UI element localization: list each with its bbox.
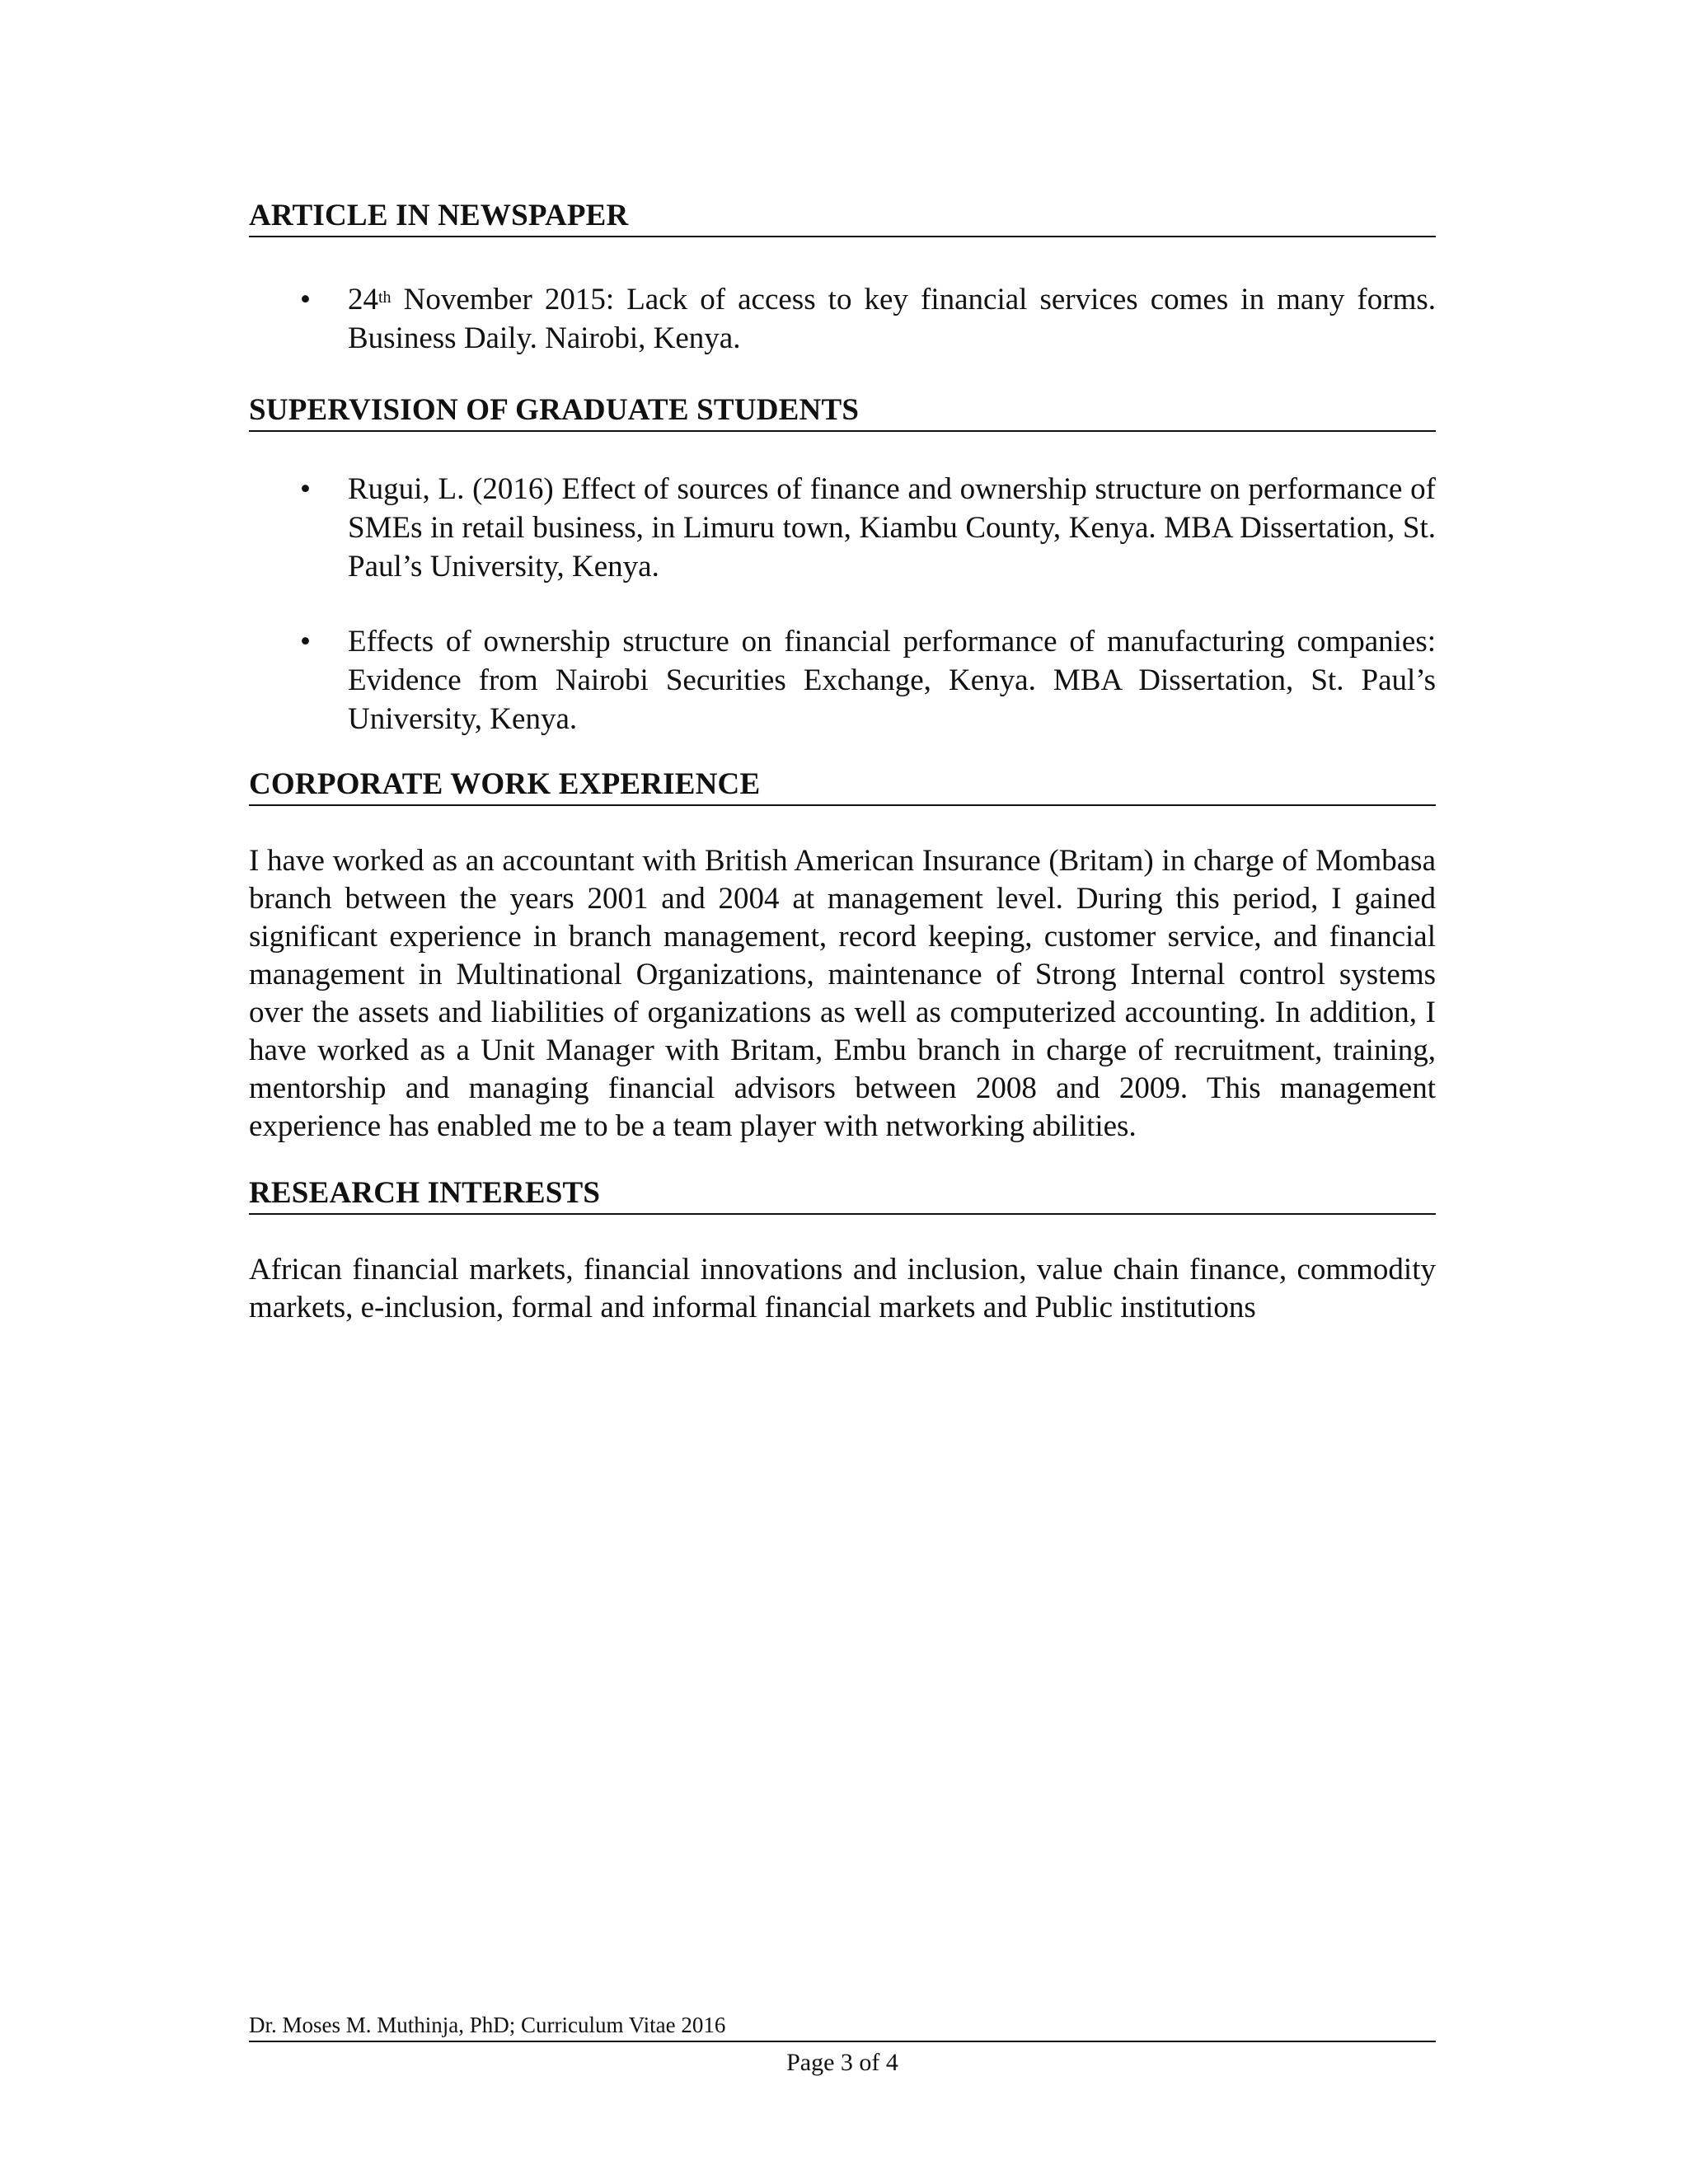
- list-item: [249, 280, 1436, 358]
- list-item: [249, 622, 1436, 738]
- supervision-item-text: Rugui, L. (2016) Effect of sources of finance and ownership structure on performance of SMEs in retail business, in Limuru town, Kiambu County, Kenya. MBA Dissertation, St. Paul’s University, Kenya.: [348, 472, 1436, 583]
- section-heading-article: ARTICLE IN NEWSPAPER: [249, 198, 1436, 237]
- bullet-icon: •: [300, 472, 311, 506]
- page-content: [249, 198, 1436, 1327]
- supervision-item-text: Effects of ownership structure on financial performance of manufacturing companies: Evidence from Nairobi Securities Exchange, Kenya. MBA Dissertation, St. Paul’s University, Kenya.: [348, 625, 1436, 736]
- page-footer: [249, 2011, 1436, 2079]
- corporate-experience-text: I have worked as an accountant with British American Insurance (Britam) in charge of Mombasa branch between the years 2001 and 2004 at management level. During this period, I gained significant experience in branch management, record keeping, customer service, and financial management in Multinational Organizations, maintenance of Strong Internal control systems over the assets and liabilities of organizations as well as computerized accounting. In addition, I have worked as a Unit Manager with Britam, Embu branch in charge of recruitment, training, mentorship and managing financial advisors between 2008 and 2009. This management experience has enabled me to be a team player with networking abilities.: [249, 844, 1436, 1143]
- supervision-list: [249, 470, 1436, 738]
- page-number: Page 3 of 4: [786, 2049, 898, 2076]
- list-item: [249, 470, 1436, 586]
- section-heading-research: RESEARCH INTERESTS: [249, 1175, 1436, 1215]
- article-day: 24: [348, 283, 378, 316]
- section-heading-corporate: CORPORATE WORK EXPERIENCE: [249, 766, 1436, 806]
- bullet-icon: •: [300, 625, 311, 658]
- section-heading-supervision: SUPERVISION OF GRADUATE STUDENTS: [249, 392, 1436, 432]
- article-day-ordinal: th: [378, 288, 392, 307]
- bullet-icon: •: [300, 283, 311, 316]
- article-list: [249, 280, 1436, 358]
- research-interests-text: African financial markets, financial innovations and inclusion, value chain finance, commodity markets, e-inclusion, formal and informal financial markets and Public institutions: [249, 1253, 1436, 1324]
- footer-text: Dr. Moses M. Muthinja, PhD; Curriculum Vitae 2016: [249, 2011, 1436, 2042]
- article-text: November 2015: Lack of access to key financial services comes in many forms. Business Daily. Nairobi, Kenya.: [348, 283, 1436, 355]
